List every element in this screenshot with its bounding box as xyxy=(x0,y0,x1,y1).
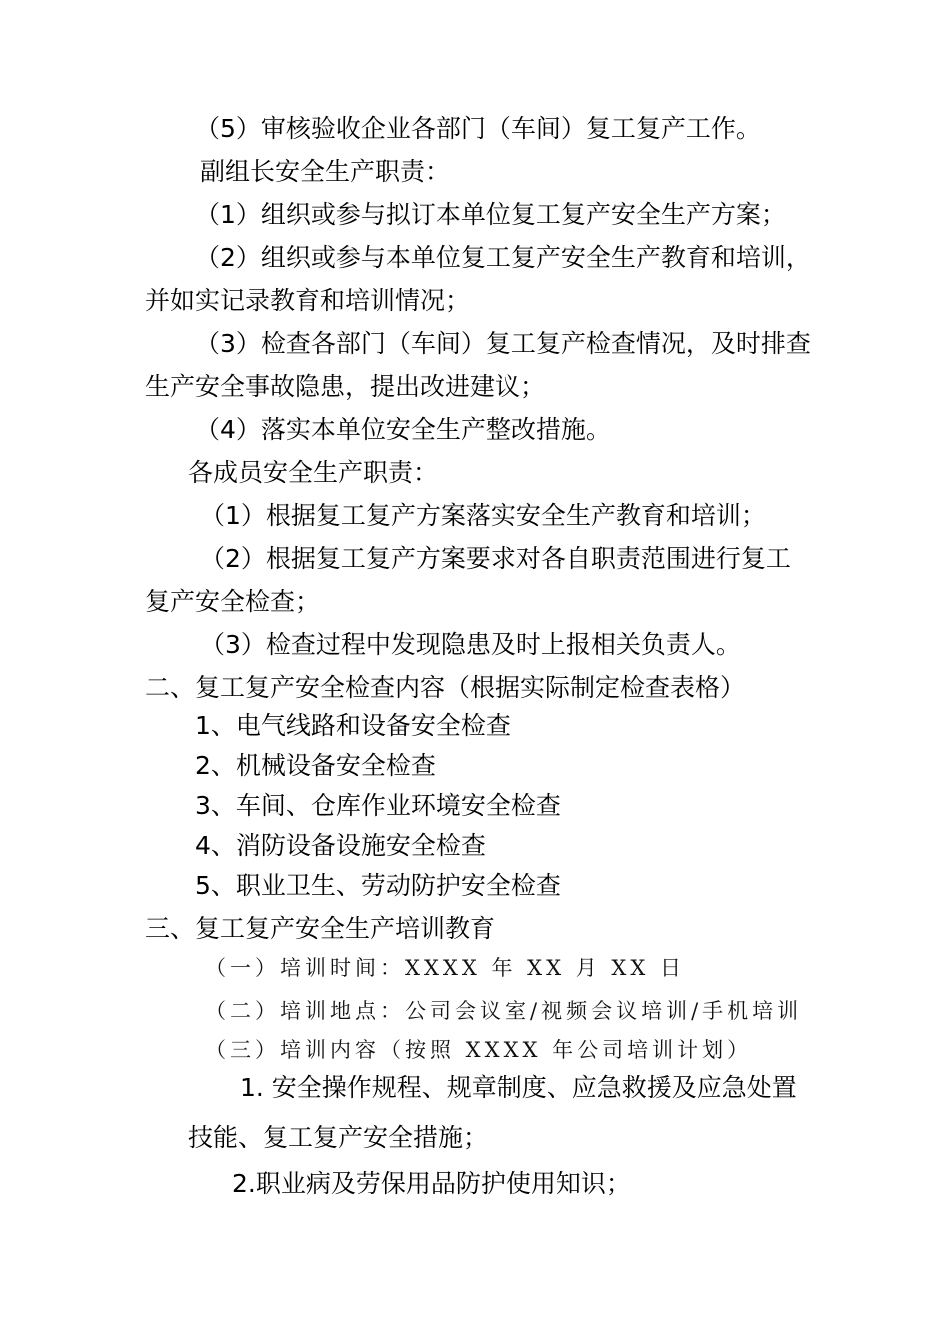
section-2-item: 5、职业卫生、劳动防护安全检查 xyxy=(195,871,561,900)
vice-leader-heading: 副组长安全生产职责： xyxy=(200,157,451,186)
section-2-item: 4、消防设备设施安全检查 xyxy=(195,831,486,860)
members-item-2-line-1: （2）根据复工复产方案要求对各自职责范围进行复工 xyxy=(200,544,791,573)
members-heading: 各成员安全生产职责： xyxy=(188,458,439,487)
section-2-item: 1、电气线路和设备安全检查 xyxy=(195,711,511,740)
section-2-item: 3、车间、仓库作业环境安全检查 xyxy=(195,791,561,820)
training-content-item-1-line-1: 1. 安全操作规程、规章制度、应急救援及应急处置 xyxy=(240,1073,797,1102)
training-content: （三）培训内容（按照 XXXX 年公司培训计划） xyxy=(205,1038,753,1062)
members-item-2-line-2: 复产安全检查； xyxy=(145,587,321,616)
vice-leader-item-1: （1）组织或参与拟订本单位复工复产安全生产方案； xyxy=(195,200,786,229)
training-content-item-1-line-2: 技能、复工复产安全措施； xyxy=(188,1123,489,1152)
vice-leader-item-5: （5）审核验收企业各部门（车间）复工复产工作。 xyxy=(195,114,761,143)
training-place: （二）培训地点：公司会议室/视频会议培训/手机培训 xyxy=(205,999,803,1023)
vice-leader-item-2-line-2: 并如实记录教育和培训情况； xyxy=(145,286,471,315)
training-time: （一）培训时间：XXXX 年 XX 月 XX 日 xyxy=(205,956,685,980)
vice-leader-item-4: （4）落实本单位安全生产整改措施。 xyxy=(195,415,611,444)
vice-leader-item-3-line-2: 生产安全事故隐患，提出改进建议； xyxy=(145,372,546,401)
section-3-heading: 三、复工复产安全生产培训教育 xyxy=(145,914,496,943)
section-2-heading: 二、复工复产安全检查内容（根据实际制定检查表格） xyxy=(145,673,746,702)
section-2-item: 2、机械设备安全检查 xyxy=(195,751,436,780)
members-item-3: （3）检查过程中发现隐患及时上报相关负责人。 xyxy=(200,630,741,659)
vice-leader-item-2-line-1: （2）组织或参与本单位复工复产安全生产教育和培训， xyxy=(195,243,811,272)
members-item-1: （1）根据复工复产方案落实安全生产教育和培训； xyxy=(200,501,766,530)
vice-leader-item-3-line-1: （3）检查各部门（车间）复工复产检查情况，及时排查 xyxy=(195,329,811,358)
training-content-item-2: 2.职业病及劳保用品防护使用知识； xyxy=(232,1169,631,1198)
